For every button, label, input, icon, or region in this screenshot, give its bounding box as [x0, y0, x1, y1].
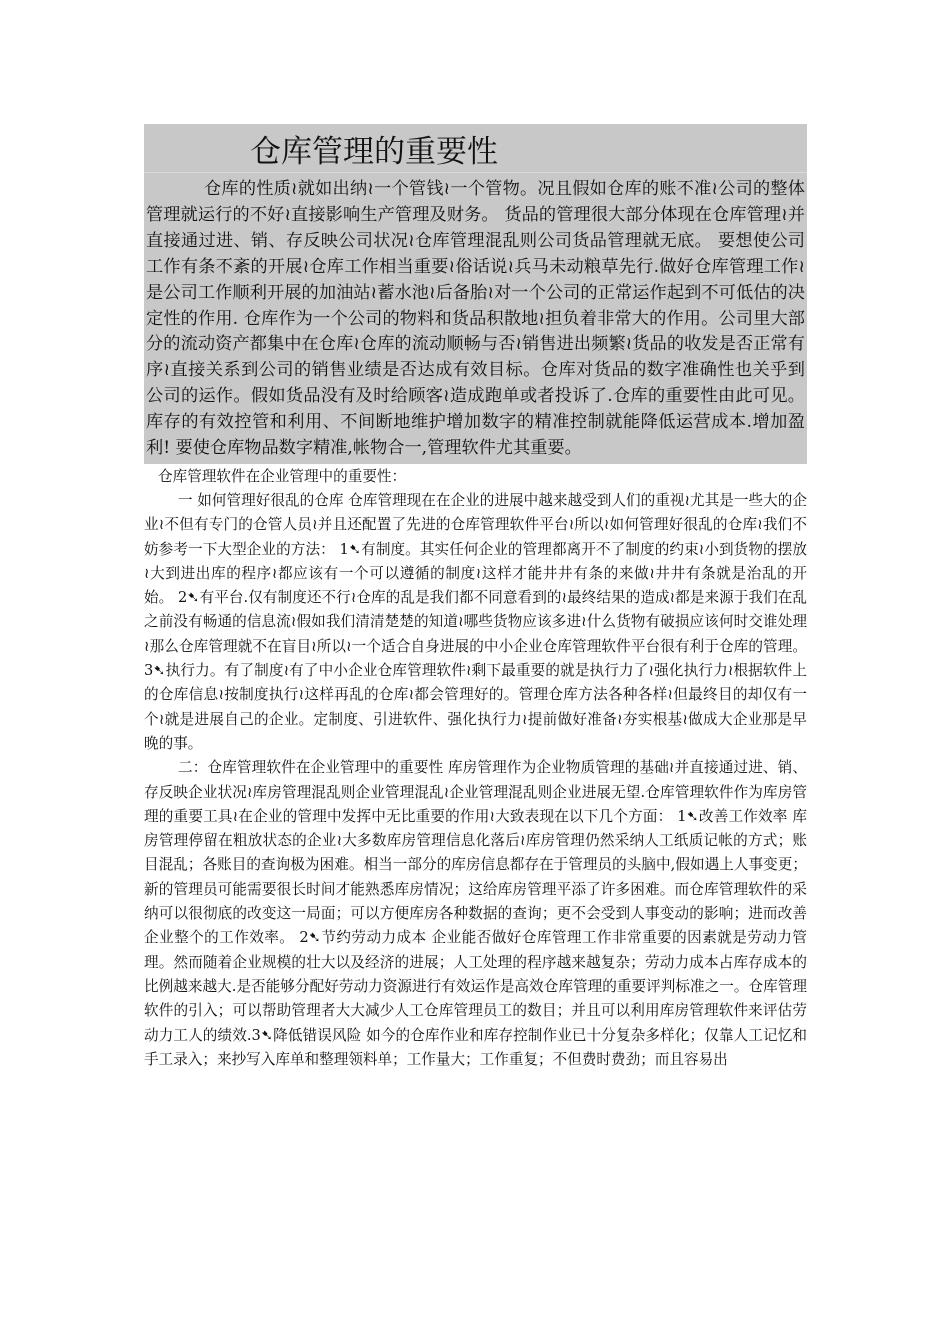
document-title: 仓库管理的重要性 [144, 124, 807, 173]
body-paragraph-2: 二：仓库管理软件在企业管理中的重要性 库房管理作为企业物质管理的基础≀并直接通过进、销、存反映企业状况≀库房管理混乱则企业管理混乱≀企业管理混乱则企业进展无望.仓库管理软件作为库房管理的重要工具≀在企业的管理中发挥中无比重要的作用≀大致表现在以下几个方面： 1➷改善工作效率 库房管理停留在粗放状态的企业≀大多数库房管理信息化落后≀库房管理仍然采纳人工纸质记帐的方式；账目混乱；各账目的查询极为困难。相当一部分的库房信息都存在于管理员的头脑中,假如遇上人事变更；新的管理员可能需要很长时间才能熟悉库房情况；这给库房管理平添了许多困难。而仓库管理软件的采纳可以很彻底的改变这一局面；可以方便库房各种数据的查询；更不会受到人事变动的影响；进而改善企业整个的工作效率。 2➷节约劳动力成本 企业能否做好仓库管理工作非常重要的因素就是劳动力管理。然而随着企业规模的壮大以及经济的进展；人工处理的程序越来越复杂；劳动力成本占库存成本的比例越来越大.是否能够分配好劳动力资源进行有效运作是高效仓库管理的重要评判标准之一。仓库管理软件的引入；可以帮助管理者大大减少人工仓库管理员工的数目；并且可以利用库房管理软件来评估劳动力工人的绩效.3➷降低错误风险 如今的仓库作业和库存控制作业已十分复杂多样化；仅靠人工记忆和手工录入；来抄写入库单和整理领料单；工作量大；工作重复；不但费时费劲；而且容易出 [144, 759, 807, 1068]
section-subheading: 仓库管理软件在企业管理中的重要性： [158, 467, 407, 485]
document-page [144, 124, 807, 1072]
intro-paragraph: 仓库的性质≀就如出纳≀一个管钱≀一个管物。况且假如仓库的账不准≀公司的整体管理就运行的不好≀直接影响生产管理及财务。 货品的管理很大部分体现在仓库管理≀并直接通过进、销、存反映公司状况≀仓库管理混乱则公司货品管理就无底。 要想使公司工作有条不紊的开展≀仓库工作相当重要≀俗话说≀兵马未动粮草先行.做好仓库管理工作≀是公司工作顺利开展的加油站≀蓄水池≀后备胎≀对一个公司的正常运作起到不可低估的决定性的作用. 仓库作为一个公司的物料和货品积散地≀担负着非常大的作用。公司里大部分的流动资产都集中在仓库≀仓库的流动顺畅与否≀销售进出频繁≀货品的收发是否正常有序≀直接关系到公司的销售业绩是否达成有效目标。仓库对货品的数字准确性也关乎到公司的运作。假如货品没有及时给顾客≀造成跑单或者投诉了.仓库的重要性由此可见。 库存的有效控管和利用、不间断地维护增加数字的精准控制就能降低运营成本.增加盈利! 要使仓库物品数字精准,帐物合一,管理软件尤其重要。 [146, 179, 805, 459]
body-paragraph-1: 一 如何管理好很乱的仓库 仓库管理现在在企业的进展中越来越受到人们的重视≀尤其是一些大的企业≀不但有专门的仓管人员≀并且还配置了先进的仓库管理软件平台≀所以≀如何管理好很乱的仓库≀我们不妨参考一下大型企业的方法： 1➷有制度。其实任何企业的管理都离开不了制度的约束≀小到货物的摆放≀大到进出库的程序≀都应该有一个可以遵循的制度≀这样才能井井有条的来做≀井井有条就是治乱的开始。 2➷有平台.仅有制度还不行≀仓库的乱是我们都不同意看到的≀最终结果的造成≀都是来源于我们在乱之前没有畅通的信息流≀假如我们清清楚楚的知道≀哪些货物应该多进≀什么货物有破损应该何时交谁处理≀那么仓库管理就不在盲目≀所以≀一个适合自身进展的中小企业仓库管理软件平台很有利于仓库的管理。 3➷执行力。有了制度≀有了中小企业仓库管理软件≀剩下最重要的就是执行力了≀强化执行力≀根据软件上的仓库信息≀按制度执行≀这样再乱的仓库≀都会管理好的。管理仓库方法各种各样≀但最终目的却仅有一个≀就是进展自己的企业。定制度、引进软件、强化执行力≀提前做好准备≀夯实根基≀做成大企业那是早晚的事。 [144, 491, 807, 752]
highlighted-section [144, 124, 807, 464]
